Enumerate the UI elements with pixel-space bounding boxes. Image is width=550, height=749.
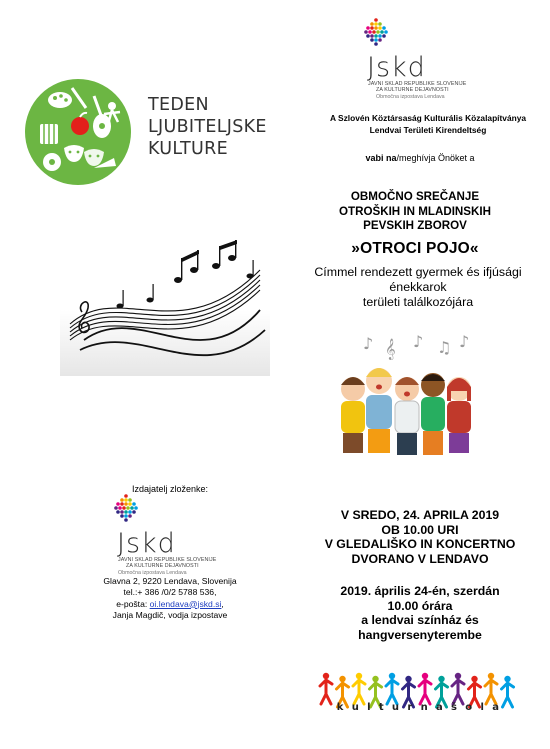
jskd-wordmark: Jskd — [367, 52, 426, 83]
jskd-unit: Območna izpostava Lendava — [376, 93, 445, 100]
jskd-logo-top — [362, 18, 472, 101]
event-title-line: OTROŠKIH IN MLADINSKIH — [338, 204, 491, 218]
dancing-figure — [320, 673, 332, 704]
publisher-label: Izdajatelj zloženke: — [131, 484, 209, 494]
jskd-subtitle-1: JAVNI SKLAD REPUBLIKE SLOVENIJE — [368, 81, 467, 87]
email-label: e-pošta: — [116, 598, 150, 609]
date-sl-line: V SREDO, 24. APRILA 2019 — [340, 508, 500, 522]
jskd-wordmark: Jskd — [117, 528, 176, 559]
invite-rest: /meghívja Önöket a — [396, 153, 475, 163]
date-venue-hungarian — [300, 584, 540, 642]
event-title — [290, 190, 540, 234]
culture-emblem-icon — [24, 78, 132, 186]
date-hu-line: 10.00 órára — [387, 598, 453, 613]
date-hu-line: a lendvai színház és — [361, 613, 479, 628]
org-line: Lendvai Területi Kirendeltség — [369, 125, 487, 135]
jskd-subtitle-2: ZA KULTURNE DEJAVNOSTI — [126, 563, 199, 570]
invite-bold: vabi na — [365, 153, 397, 163]
invitation-line — [300, 152, 540, 164]
event-title-line: OBMOČNO SREČANJE — [350, 190, 480, 203]
date-venue-slovene — [300, 508, 540, 566]
tlk-logo-text — [148, 94, 267, 160]
jskd-mark-icon — [112, 494, 140, 528]
event-name: »OTROCI POJO« — [351, 240, 479, 257]
date-hu-line: 2019. április 24-én, szerdán — [340, 584, 500, 598]
dancing-figure — [452, 673, 464, 704]
publisher-tel: tel.:+ 386 /0/2 5788 536, — [123, 587, 217, 598]
publisher-address: Glavna 2, 9220 Lendava, Slovenija — [103, 576, 237, 586]
date-sl-line: V GLEDALIŠKO IN KONCERTNO — [324, 537, 516, 552]
date-hu-line: hangversenyterembe — [358, 627, 482, 642]
date-sl-line: OB 10.00 URI — [381, 522, 459, 537]
svg-text:♪: ♪ — [459, 333, 470, 351]
jskd-logo-bottom — [112, 494, 222, 577]
tlk-line: LJUBITELJSKE — [148, 117, 267, 137]
event-hungarian — [300, 265, 536, 310]
hungarian-org-name — [318, 112, 538, 136]
email-link[interactable]: oi.lendava@jskd.si — [149, 598, 222, 609]
dancing-figure — [485, 673, 497, 704]
org-line: A Szlovén Köztársaság Kulturális Közalapítványa — [329, 113, 527, 123]
publisher-person: Janja Magdič, vodja izpostave — [112, 609, 228, 620]
singing-children-icon — [333, 333, 481, 465]
jskd-mark-icon — [362, 18, 390, 52]
tlk-line: KULTURE — [148, 139, 228, 159]
svg-text:♪: ♪ — [413, 333, 424, 351]
event-title-line: PEVSKIH ZBOROV — [363, 219, 467, 232]
jskd-subtitle-2: ZA KULTURNE DEJAVNOSTI — [376, 87, 449, 94]
dancing-figure — [386, 673, 398, 704]
jskd-subtitle-1: JAVNI SKLAD REPUBLIKE SLOVENIJE — [118, 557, 217, 563]
publisher-contact — [50, 576, 290, 621]
date-sl-line: DVORANO V LENDAVO — [351, 551, 489, 566]
kulturna-sola-wordmark: kulturnašola — [336, 702, 508, 713]
dancing-figure — [419, 673, 431, 704]
event-hu-line: területi találkozójára — [362, 295, 474, 309]
jskd-unit: Območna izpostava Lendava — [118, 569, 187, 576]
event-hu-line: énekkarok — [389, 280, 447, 294]
event-hu-line: Címmel rendezett gyermek és ifjúsági — [314, 265, 522, 279]
dancing-figure — [353, 673, 365, 704]
svg-text:𝄞: 𝄞 — [385, 339, 396, 360]
svg-text:♪: ♪ — [363, 334, 374, 353]
tlk-line: TEDEN — [148, 95, 209, 115]
email-suffix: , — [221, 598, 224, 609]
music-notes-icon — [60, 240, 270, 376]
publisher-email-line — [50, 599, 290, 610]
svg-text:♫: ♫ — [437, 338, 452, 357]
